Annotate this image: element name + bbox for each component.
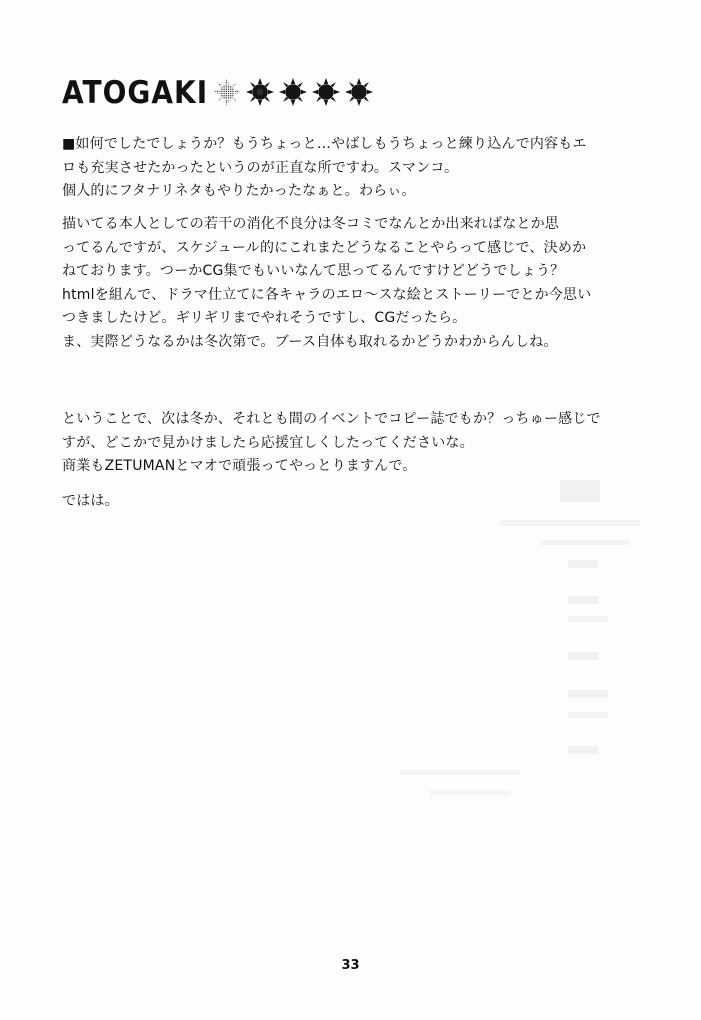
text-line: ということで、次は冬か、それとも間のイベントでコピー誌でもか？っちゅー感じで [62,411,601,427]
text-line: ではは。 [62,493,119,509]
text-line: ロも充実させたかったというのが正直な所ですわ。スマンコ。 [62,159,459,176]
paragraph [62,490,662,514]
sun-icon [212,77,242,107]
page-title: ATOGAKI [62,73,209,111]
text-line: ねております。つーかCG集でもいいなんて思ってるんですけどどうでしょう？ [62,263,565,279]
text-line: ってるんですが、スケジュール的にこれまたどうなることやらって感じで、決めか [62,239,587,256]
paragraph [62,408,662,479]
text-line: 商業もZETUMANとマオで頑張ってやっとりますんで。 [62,458,417,474]
sun-icon [344,77,374,107]
text-line: htmlを組んで、ドラマ仕立てに各キャラのエロ〜スな絵とストーリーでとか今思い [62,286,592,303]
heading [62,72,377,112]
sun-icon [245,77,275,107]
page-number: 33 [341,958,360,973]
sun-icon [278,77,308,107]
text-line: つきましたけど。ギリギリまでやれそうですし、CGだったら。 [62,310,467,326]
sun-row [212,77,377,107]
paragraph [62,213,662,354]
text-line: すが、どこかで見かけましたら応援宜しくしたってくださいな。 [62,434,474,451]
text-line: ■如何でしたでしょうか？もうちょっと…やばしもうちょっと練り込んで内容もエ [62,136,587,152]
sun-icon [311,77,341,107]
paragraph [62,133,662,204]
text-line: 個人的にフタナリネタもやりたかったなぁと。わらぃ。 [62,183,416,199]
text-line: ま、実際どうなるかは冬次第で。ブース自体も取れるかどうかわからんしね。 [62,333,558,350]
text-line: 描いてる本人としての若干の消化不良分は冬コミでなんとか出来ればなとか思 [62,216,559,232]
